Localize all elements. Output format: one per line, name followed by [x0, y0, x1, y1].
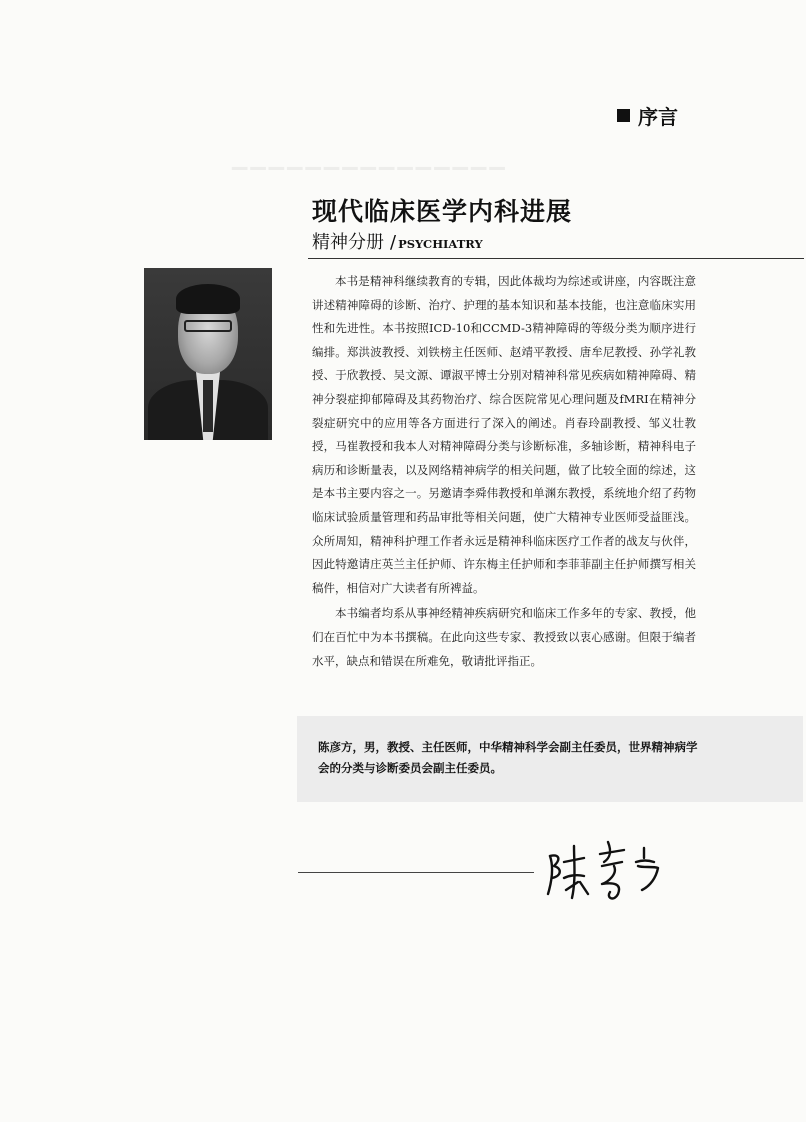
book-subtitle [312, 228, 483, 254]
section-label [617, 101, 678, 130]
subtitle-cn: 精神分册 [312, 232, 384, 253]
book-title: 现代临床医学内科进展 [312, 197, 573, 226]
author-bio: 陈彦方，男，教授、主任医师，中华精神科学会副主任委员，世界精神病学会的分类与诊断委员会副主任委员。 [318, 740, 698, 775]
paragraph: 本书编者均系从事神经精神疾病研究和临床工作多年的专家、教授，他们在百忙中为本书撰稿。在此向这些专家、教授致以衷心感谢。但限于编者水平，缺点和错误在所难免，敬请批评指正。 [312, 606, 696, 668]
title-rule [308, 258, 804, 259]
paragraph: 本书是精神科继续教育的专辑，因此体裁均为综述或讲座，内容既注意讲述精神障碍的诊断、治疗、护理的基本知识和基本技能，也注意临床实用性和先进性。本书按照ICD-10和CCMD-3精神障碍的等级分类为顺序进行编排。郑洪波教授、刘铁榜主任医师、赵靖平教授、唐牟尼教授、孙学礼教授、于欣教授、吴文源、谭淑平博士分别对精神科常见疾病如精神障碍、精神分裂症抑郁障碍及其药物治疗、综合医院常见心理问题及fMRI在精神分裂症研究中的应用等各方面进行了深入的阐述。肖春玲副教授、邹义壮教授，马崔教授和我本人对精神障碍分类与诊断标准，多轴诊断，精神科电子病历和诊断量表，以及网络精神病学的相关问题，做了比较全面的综述，这是本书主要内容之一。另邀请李舜伟教授和单渊东教授，系统地介绍了药物临床试验质量管理和药品审批等相关问题，使广大精神专业医师受益匪浅。众所周知，精神科护理工作者永远是精神科临床医疗工作者的战友与伙伴，因此特邀请庄英兰主任护师、许东梅主任护师和李菲菲副主任护师撰写相关稿件，相信对广大读者有所裨益。 [312, 274, 696, 595]
preface-body [312, 270, 696, 673]
section-label-text: 序言 [638, 105, 678, 129]
signature-rule [298, 872, 534, 873]
author-photo [144, 268, 272, 440]
ghost-text-top: ▁▁▁▁▁▁▁▁▁▁▁▁▁▁▁ [232, 146, 508, 170]
handwritten-signature [538, 832, 668, 912]
square-bullet-icon [617, 109, 630, 122]
subtitle-separator: / [390, 232, 397, 253]
subtitle-en: PSYCHIATRY [398, 237, 483, 251]
